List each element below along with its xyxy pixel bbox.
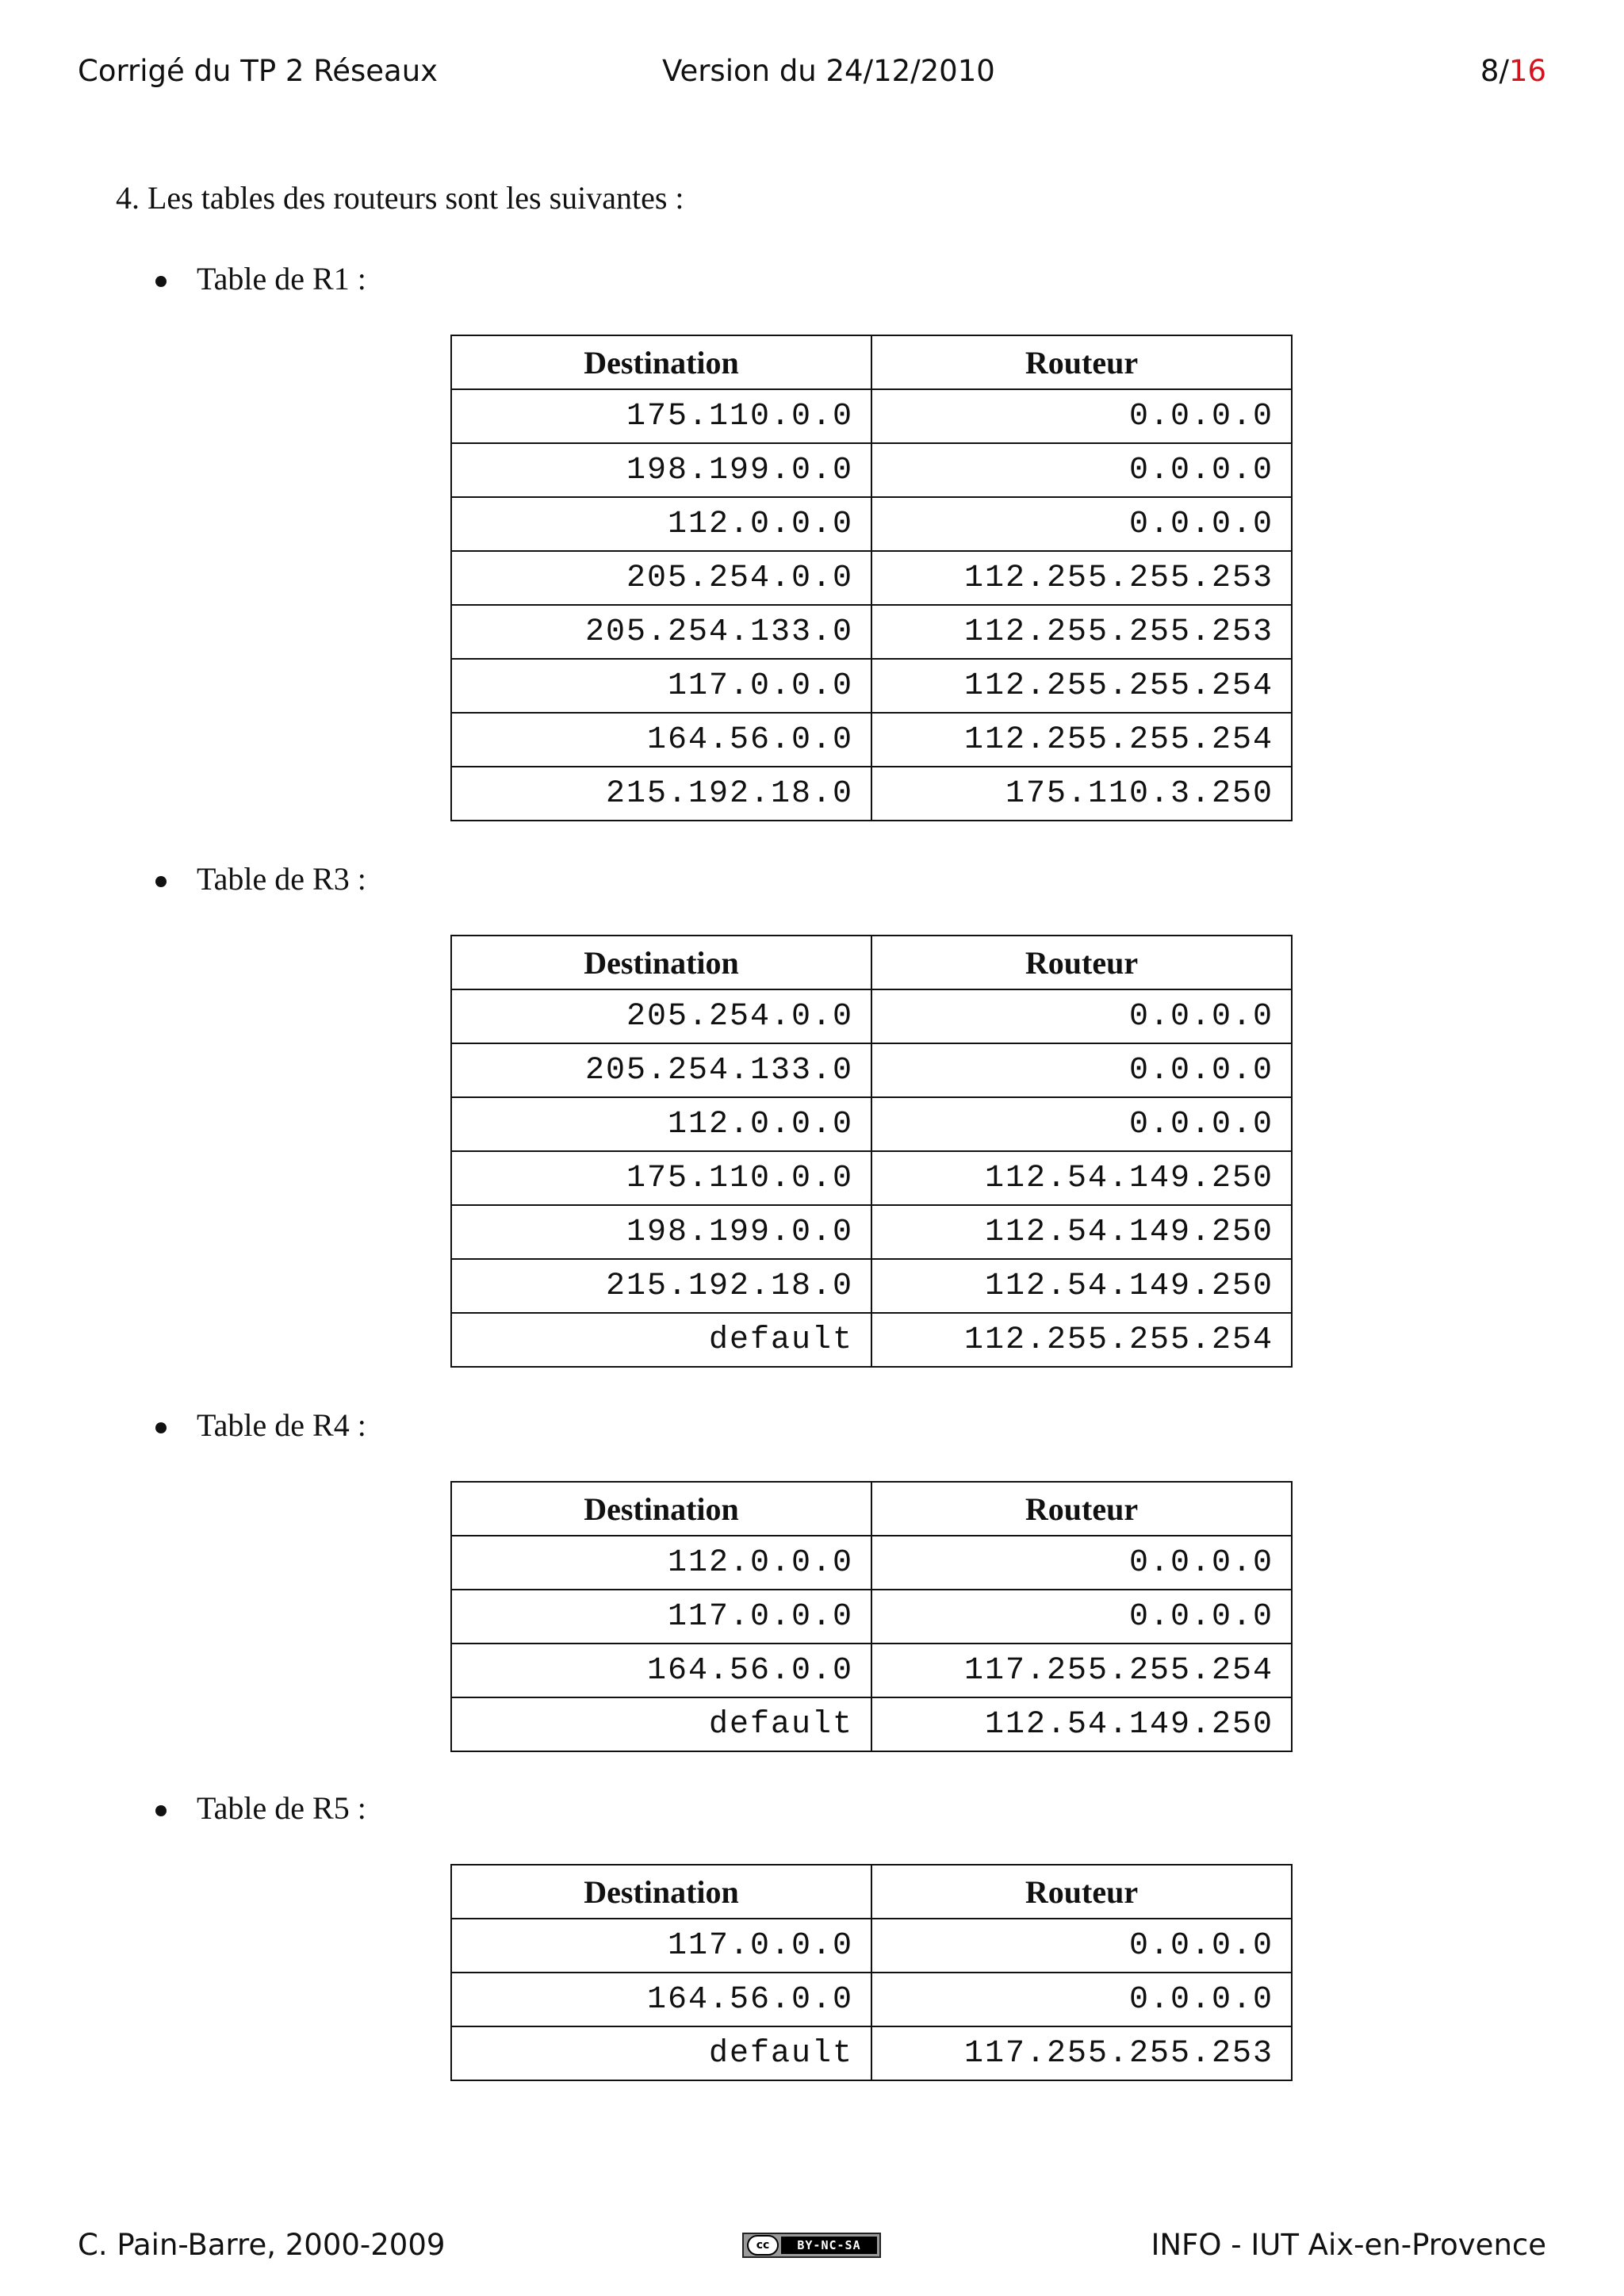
routing-table-r3 [450, 935, 1293, 1368]
table-row [451, 1536, 1292, 1590]
page-current: 8 [1480, 54, 1500, 88]
cell-destination: 215.192.18.0 [451, 1259, 871, 1313]
table-row [451, 605, 1292, 659]
column-header-routeur: Routeur [871, 1482, 1292, 1536]
cell-destination: default [451, 2026, 871, 2080]
cell-routeur: 117.255.255.254 [871, 1644, 1292, 1697]
column-header-routeur: Routeur [871, 936, 1292, 989]
cell-destination: 215.192.18.0 [451, 767, 871, 821]
table-row [451, 1097, 1292, 1151]
table-header-row [451, 1482, 1292, 1536]
table-row [451, 1043, 1292, 1097]
cell-routeur: 0.0.0.0 [871, 1919, 1292, 1973]
bullet-icon [155, 1422, 167, 1433]
column-header-routeur: Routeur [871, 1865, 1292, 1919]
cell-routeur: 0.0.0.0 [871, 989, 1292, 1043]
bullet-icon [155, 876, 167, 887]
cell-destination: 117.0.0.0 [451, 1919, 871, 1973]
table-row [451, 1644, 1292, 1697]
table-header-row [451, 936, 1292, 989]
cell-routeur: 112.54.149.250 [871, 1259, 1292, 1313]
table-header-row [451, 1865, 1292, 1919]
table-row [451, 1697, 1292, 1751]
cell-destination: default [451, 1313, 871, 1367]
cell-routeur: 112.54.149.250 [871, 1697, 1292, 1751]
cell-destination: 205.254.0.0 [451, 551, 871, 605]
cell-routeur: 112.255.255.253 [871, 551, 1292, 605]
cell-routeur: 0.0.0.0 [871, 389, 1292, 443]
cell-routeur: 112.255.255.254 [871, 713, 1292, 767]
routing-table-r4 [450, 1481, 1293, 1752]
cell-destination: 198.199.0.0 [451, 1205, 871, 1259]
cell-routeur: 0.0.0.0 [871, 497, 1292, 551]
cell-routeur: 0.0.0.0 [871, 1043, 1292, 1097]
cell-destination: 117.0.0.0 [451, 659, 871, 713]
page-total-link[interactable]: 16 [1508, 54, 1546, 88]
table-row [451, 1313, 1292, 1367]
cell-routeur: 175.110.3.250 [871, 767, 1292, 821]
cell-destination: 205.254.133.0 [451, 605, 871, 659]
column-header-destination: Destination [451, 1482, 871, 1536]
column-header-destination: Destination [451, 1865, 871, 1919]
cell-destination: 112.0.0.0 [451, 1097, 871, 1151]
table-row [451, 389, 1292, 443]
table-row [451, 2026, 1292, 2080]
table-row [451, 1590, 1292, 1644]
cell-routeur: 112.54.149.250 [871, 1151, 1292, 1205]
page-separator: / [1499, 54, 1509, 88]
column-header-destination: Destination [451, 936, 871, 989]
table-row [451, 1919, 1292, 1973]
cell-routeur: 0.0.0.0 [871, 1536, 1292, 1590]
table-row [451, 659, 1292, 713]
table-row [451, 443, 1292, 497]
cell-destination: 164.56.0.0 [451, 713, 871, 767]
page-footer [78, 2228, 1546, 2267]
cc-icon: cc [747, 2235, 779, 2256]
header-page-number [1480, 54, 1546, 88]
cell-routeur: 0.0.0.0 [871, 1097, 1292, 1151]
table-row [451, 767, 1292, 821]
cell-routeur: 112.54.149.250 [871, 1205, 1292, 1259]
routing-table-r5 [450, 1864, 1293, 2081]
cc-license-badge[interactable] [742, 2233, 881, 2258]
table-row [451, 1205, 1292, 1259]
table-row [451, 1973, 1292, 2026]
cc-license-text: BY-NC-SA [781, 2237, 877, 2254]
bullet-label: Table de R5 : [197, 1790, 366, 1826]
table-row [451, 713, 1292, 767]
cell-destination: 175.110.0.0 [451, 1151, 871, 1205]
table-row [451, 989, 1292, 1043]
footer-institution: INFO - IUT Aix-en-Provence [1151, 2228, 1546, 2262]
bullet-label: Table de R4 : [197, 1407, 366, 1443]
cell-routeur: 112.255.255.253 [871, 605, 1292, 659]
bullet-label: Table de R3 : [197, 861, 366, 897]
cell-routeur: 117.255.255.253 [871, 2026, 1292, 2080]
cell-destination: 112.0.0.0 [451, 1536, 871, 1590]
bullet-label: Table de R1 : [197, 261, 366, 297]
bullet-icon [155, 276, 167, 287]
header-version: Version du 24/12/2010 [662, 54, 995, 88]
header-doc-title: Corrigé du TP 2 Réseaux [78, 54, 439, 88]
cell-destination: 205.254.0.0 [451, 989, 871, 1043]
cell-destination: default [451, 1697, 871, 1751]
cell-destination: 198.199.0.0 [451, 443, 871, 497]
cell-routeur: 0.0.0.0 [871, 443, 1292, 497]
page-header [78, 54, 1546, 94]
cell-destination: 112.0.0.0 [451, 497, 871, 551]
cell-destination: 164.56.0.0 [451, 1973, 871, 2026]
table-header-row [451, 335, 1292, 389]
table-row [451, 1259, 1292, 1313]
column-header-destination: Destination [451, 335, 871, 389]
routing-table-r1 [450, 335, 1293, 821]
column-header-routeur: Routeur [871, 335, 1292, 389]
cell-destination: 117.0.0.0 [451, 1590, 871, 1644]
cell-routeur: 0.0.0.0 [871, 1590, 1292, 1644]
list-item-intro: 4. Les tables des routeurs sont les suivantes : [116, 180, 684, 216]
footer-author: C. Pain-Barre, 2000-2009 [78, 2228, 446, 2262]
bullet-icon [155, 1805, 167, 1816]
cell-destination: 205.254.133.0 [451, 1043, 871, 1097]
cell-routeur: 0.0.0.0 [871, 1973, 1292, 2026]
cell-destination: 164.56.0.0 [451, 1644, 871, 1697]
table-row [451, 1151, 1292, 1205]
table-row [451, 551, 1292, 605]
table-row [451, 497, 1292, 551]
cell-routeur: 112.255.255.254 [871, 659, 1292, 713]
cell-destination: 175.110.0.0 [451, 389, 871, 443]
cell-routeur: 112.255.255.254 [871, 1313, 1292, 1367]
